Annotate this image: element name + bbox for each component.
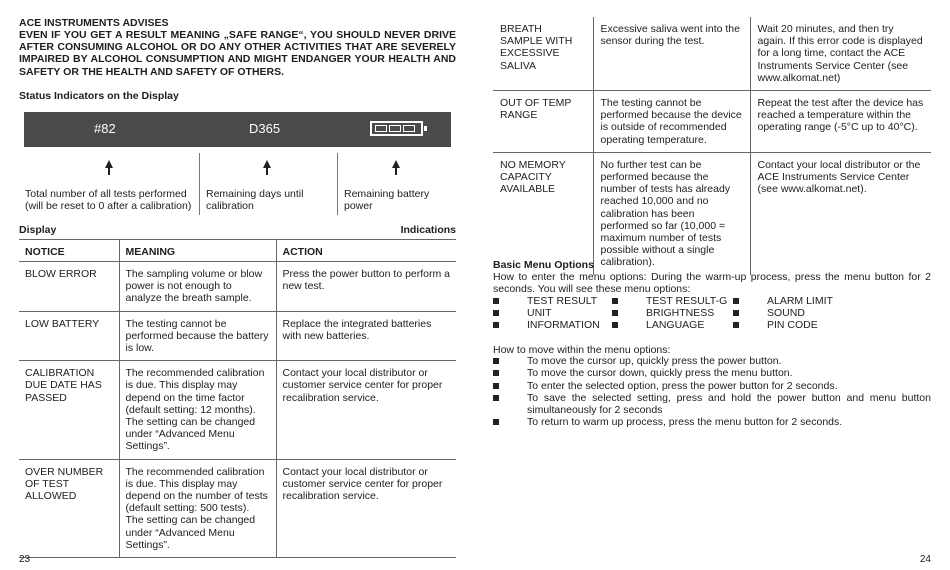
table-row (493, 91, 931, 153)
list-item: To return to warm up process, press the menu button for 2 seconds. (493, 416, 931, 428)
action-cell: Contact your local distributor or customer service center for proper recalibration service. (276, 361, 456, 459)
battery-cell (389, 125, 401, 132)
table-row (19, 361, 456, 459)
table-row (493, 17, 931, 91)
list-item: INFORMATION (493, 319, 600, 331)
page-number: 24 (919, 554, 931, 565)
action-cell: Replace the integrated batteries with new batteries. (276, 311, 456, 361)
list-item: To move the cursor down, quickly press the menu button. (493, 367, 931, 379)
meaning-cell: The sampling volume or blow power is not enough to analyze the breath sample. (119, 262, 276, 312)
battery-cell (403, 125, 415, 132)
indications-label: Indications (400, 224, 456, 236)
list-item: ALARM LIMIT (733, 295, 833, 307)
arrow-up-icon (262, 160, 272, 176)
meaning-cell: No further test can be performed because the number of tests has already reached 10,000 and no calibration has been performed so far (10,000 = maximum number of tests possible without a single calibration). (593, 152, 750, 274)
list-item: To save the selected setting, press and hold the power button and menu button simultaneously for 2 seconds (493, 392, 931, 417)
menu-options-title: Basic Menu Options (493, 259, 594, 271)
arrow-up-icon (104, 160, 114, 176)
action-cell: Contact your local distributor or customer service center for proper recalibration service. (276, 459, 456, 557)
notice-cell: OVER NUMBER OF TEST ALLOWED (19, 459, 119, 557)
table-row (19, 262, 456, 312)
battery-icon (370, 121, 423, 136)
list-item: TEST RESULT (493, 295, 597, 307)
action-cell: Repeat the test after the device has reached a temperature within the operating range (-5°C up to 40°C). (750, 91, 931, 153)
caption-battery: Remaining battery power (344, 188, 430, 213)
arrow-up-icon (391, 160, 401, 176)
meaning-cell: Excessive saliva went into the sensor during the test. (593, 17, 750, 91)
page-number: 23 (19, 554, 31, 565)
menu-navigation-title: How to move within the menu options: (493, 344, 671, 356)
list-item: PIN CODE (733, 319, 818, 331)
notice-cell: NO MEMORY CAPACITY AVAILABLE (500, 158, 566, 196)
column-header: ACTION (276, 240, 456, 262)
advises-warning: EVEN IF YOU GET A RESULT MEANING „SAFE RANGE“, YOU SHOULD NEVER DRIVE AFTER CONSUMING ALCOHOL OR DO ANY OTHER ACTIVITIES THAT ARE SEVERELY IMPAIRED BY ALCOHOL CONSUMPTION AND MIGHT ENDANGER YOUR HEALTH AND SAFETY OR THE HEALTH AND SAFETY OF OTHERS. (19, 29, 456, 78)
list-item: To move the cursor up, quickly press the power button. (493, 355, 931, 367)
menu-options-intro: How to enter the menu options: During the warm-up process, press the menu button for 2 seconds. You will see these menu options: (493, 271, 931, 296)
table-row (19, 311, 456, 361)
meaning-cell: The testing cannot be performed because the device is outside of recommended operating temperature. (593, 91, 750, 153)
notice-cell: BREATH SAMPLE WITH EXCESSIVE SALIVA (493, 17, 593, 91)
menu-navigation-steps (493, 355, 931, 429)
left-page (19, 0, 456, 570)
meaning-cell: The recommended calibration is due. This display may depend on the number of tests (default setting: 500 tests). The setting can be changed under “Advanced Menu Settings”. (119, 459, 276, 557)
notice-cell: OUT OF TEMP RANGE (493, 91, 593, 153)
meaning-cell: The testing cannot be performed because the battery is low. (119, 311, 276, 361)
table-row (19, 459, 456, 557)
list-item: LANGUAGE (612, 319, 704, 331)
notice-cell: BLOW ERROR (19, 262, 119, 312)
meaning-cell: The recommended calibration is due. This display may depend on the time factor (default setting: 12 months). The setting can be changed under “Advanced Menu Settings”. (119, 361, 276, 459)
status-indicators-title: Status Indicators on the Display (19, 90, 179, 102)
device-display (24, 112, 451, 147)
caption-divider (199, 153, 200, 215)
display-label: Display (19, 224, 57, 236)
list-item: SOUND (733, 307, 805, 319)
error-table (19, 239, 456, 558)
remaining-days-value: D365 (249, 121, 281, 136)
notice-cell: CALIBRATION DUE DATE HAS PASSED (19, 361, 119, 459)
table-row (493, 152, 931, 274)
advises-title: ACE INSTRUMENTS ADVISES (19, 17, 169, 29)
column-header: NOTICE (19, 240, 119, 262)
list-item: TEST RESULT-G (612, 295, 727, 307)
notice-cell: LOW BATTERY (19, 311, 119, 361)
list-item: UNIT (493, 307, 552, 319)
column-header: MEANING (119, 240, 276, 262)
table-header-row (19, 240, 456, 262)
battery-cell (375, 125, 387, 132)
action-cell: Press the power button to perform a new test. (276, 262, 456, 312)
list-item: To enter the selected option, press the power button for 2 seconds. (493, 380, 931, 392)
caption-days: Remaining days until calibration (206, 188, 304, 213)
list-item: BRIGHTNESS (612, 307, 714, 319)
tests-count-value: #82 (94, 121, 116, 136)
action-cell: Wait 20 minutes, and then try again. If this error code is displayed for a long time, contact the ACE Instruments Service Center (see www.alkomat.net) (750, 17, 931, 91)
caption-divider (337, 153, 338, 215)
error-table-continued (493, 17, 931, 275)
right-page (493, 0, 931, 570)
caption-tests: Total number of all tests performed (will be reset to 0 after a calibration) (25, 188, 192, 213)
action-cell: Contact your local distributor or the ACE Instruments Service Center (see www.alkomat.net). (750, 152, 931, 274)
